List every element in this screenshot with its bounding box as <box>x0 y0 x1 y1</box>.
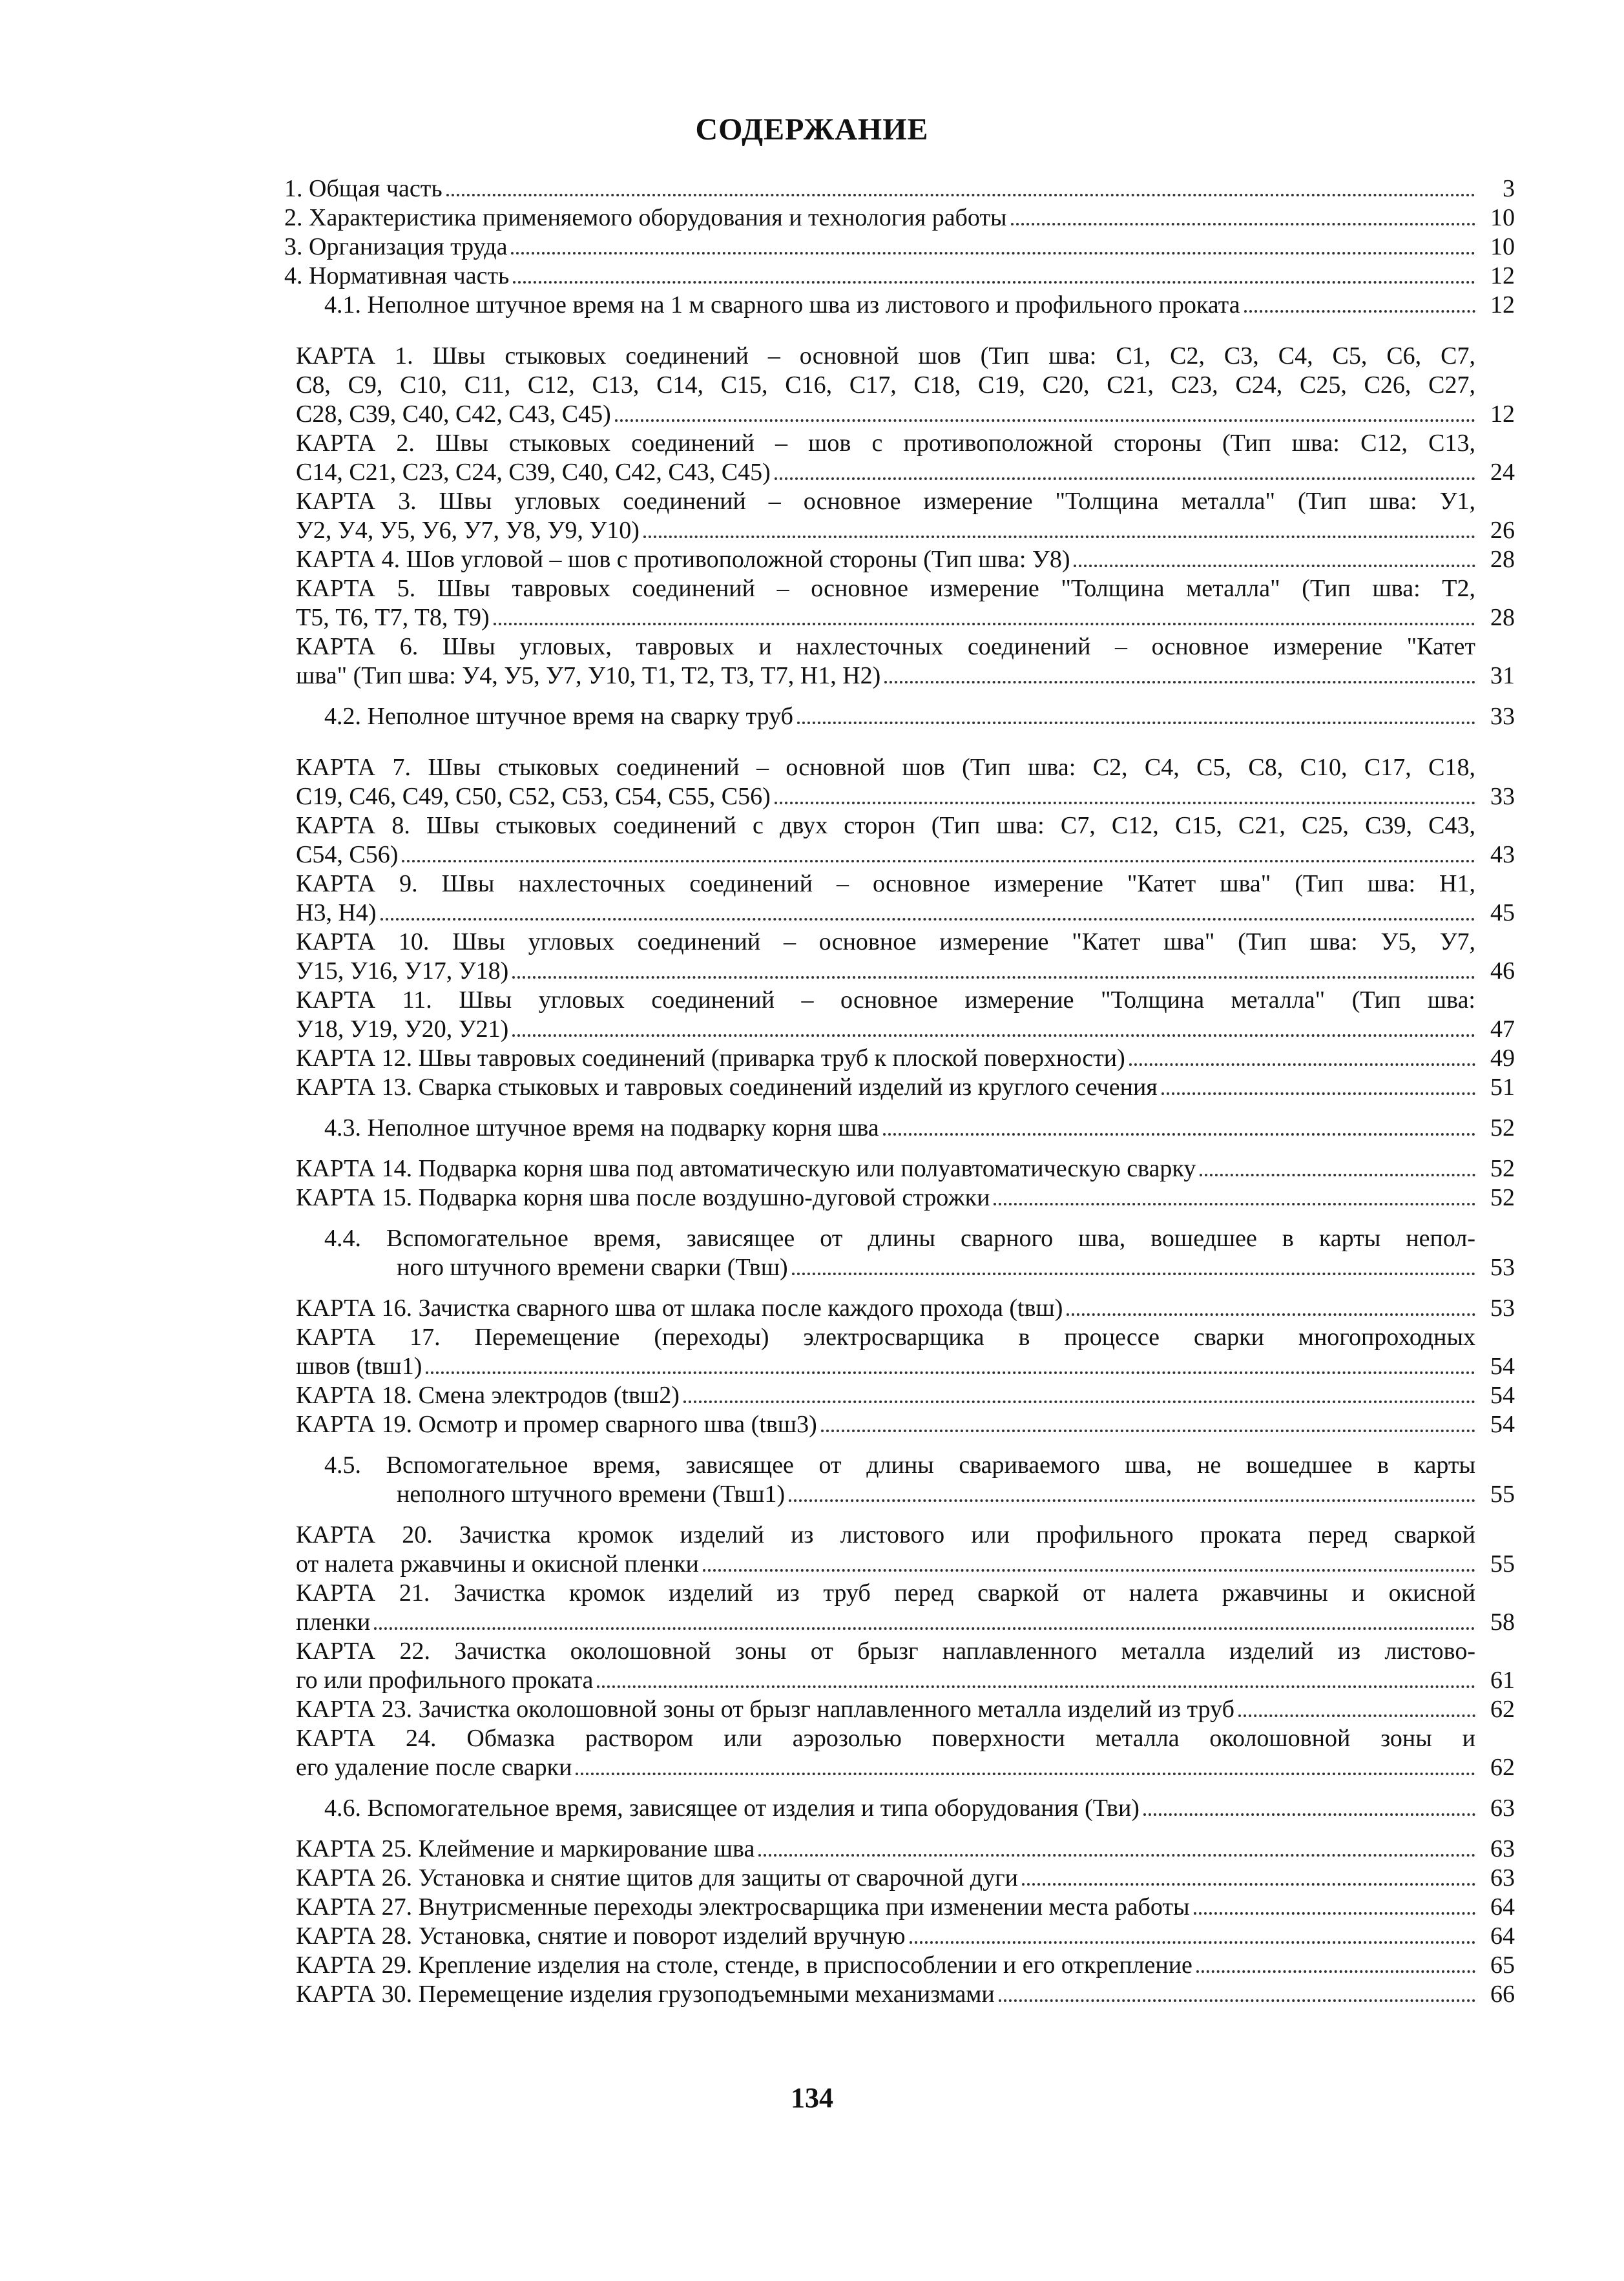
entry-page-number: 63 <box>1490 1835 1515 1862</box>
dot-leader <box>821 1430 1475 1432</box>
toc-entry[interactable] <box>296 957 1515 986</box>
entry-page-number: 66 <box>1490 1981 1515 2008</box>
dot-leader <box>775 477 1475 480</box>
page-title: СОДЕРЖАНИЕ <box>695 112 929 147</box>
toc-entry[interactable] <box>296 840 1515 870</box>
entry-label: КАРТА 16. Зачистка сварного шва от шлака после каждого прохода (tвш) <box>296 1295 1063 1322</box>
dot-leader <box>402 860 1475 862</box>
dot-leader <box>683 1401 1475 1403</box>
entry-label: 1. Общая часть <box>284 175 442 202</box>
toc-entry-block[interactable] <box>284 574 1515 632</box>
toc-entry[interactable] <box>284 291 1515 320</box>
entry-page-number: 49 <box>1490 1045 1515 1072</box>
toc-entry[interactable] <box>296 782 1515 811</box>
entry-page-number: 63 <box>1490 1795 1515 1822</box>
entry-page-number: 64 <box>1490 1893 1515 1921</box>
entry-label: КАРТА 15. Подварка корня шва после воздушно-дуговой строжки <box>296 1184 990 1211</box>
entry-label: КАРТА 14. Подварка корня шва под автоматическую или полуавтоматическую сварку <box>296 1155 1196 1182</box>
toc-entry[interactable] <box>284 1794 1515 1823</box>
entry-page-number: 64 <box>1490 1922 1515 1950</box>
dot-leader <box>1067 1313 1475 1316</box>
entry-page-number: 62 <box>1490 1754 1515 1781</box>
toc-entry[interactable] <box>324 1480 1515 1509</box>
page-number: 134 <box>791 2082 833 2114</box>
dot-leader <box>380 918 1475 921</box>
entry-label: КАРТА 18. Смена электродов (tвш2) <box>296 1382 680 1409</box>
toc-entry-block[interactable] <box>284 870 1515 928</box>
toc-entry[interactable] <box>284 1114 1515 1143</box>
dot-leader <box>789 1499 1475 1502</box>
entry-label: Н3, Н4) <box>296 899 377 926</box>
dot-leader <box>1074 565 1475 567</box>
dot-leader <box>374 1627 1475 1630</box>
dot-leader <box>512 976 1475 979</box>
dot-leader <box>999 1999 1475 2002</box>
entry-label: от налета ржавчины и окисной пленки <box>296 1550 699 1578</box>
toc-entry[interactable] <box>296 516 1515 545</box>
spacer <box>284 1782 1515 1794</box>
toc-entry-block[interactable] <box>284 928 1515 986</box>
toc-entry[interactable] <box>284 1294 1515 1323</box>
entry-label: С19, С46, С49, С50, С52, С53, С54, С55, С56) <box>296 783 771 810</box>
entry-label: 4.2. Неполное штучное время на сварку труб <box>324 703 793 730</box>
toc-entry[interactable] <box>296 1753 1515 1782</box>
entry-page-number: 52 <box>1490 1155 1515 1182</box>
entry-page-number: 55 <box>1490 1550 1515 1578</box>
toc-entry[interactable] <box>296 458 1515 487</box>
dot-leader <box>576 1773 1475 1775</box>
toc-entry-block[interactable] <box>284 429 1515 487</box>
toc-entry[interactable] <box>284 1951 1515 1980</box>
entry-page-number: 12 <box>1490 262 1515 289</box>
spacer <box>284 1143 1515 1154</box>
toc-entry-block[interactable] <box>284 1579 1515 1637</box>
dot-leader <box>910 1941 1475 1944</box>
toc-entry[interactable] <box>296 1352 1515 1381</box>
toc-entry[interactable] <box>284 702 1515 731</box>
dot-leader <box>511 252 1475 255</box>
dot-leader <box>792 1273 1475 1275</box>
entry-page-number: 33 <box>1490 783 1515 810</box>
dot-leader <box>1200 1174 1475 1176</box>
dot-leader <box>446 194 1475 196</box>
entry-page-number: 28 <box>1490 604 1515 631</box>
entry-page-number: 61 <box>1490 1667 1515 1694</box>
toc-entry[interactable] <box>284 1835 1515 1864</box>
entry-label: КАРТА 27. Внутрисменные переходы электросварщика при изменении места работы <box>296 1893 1190 1921</box>
entry-line: КАРТА 1. Швы стыковых соединений – основной шов (Тип шва: С1, С2, С3, С4, С5, С6, С7, <box>296 342 1475 370</box>
dot-leader <box>1011 223 1475 225</box>
entry-label: его удаление после сварки <box>296 1754 572 1781</box>
entry-line: КАРТА 22. Зачистка околошовной зоны от брызг наплавленного металла изделий из листово- <box>296 1638 1475 1665</box>
toc-entry[interactable] <box>284 262 1515 291</box>
entry-label: КАРТА 12. Швы тавровых соединений (приварка труб к плоской поверхности) <box>296 1045 1125 1072</box>
entry-line: КАРТА 2. Швы стыковых соединений – шов с противоположной стороны (Тип шва: С12, С13, <box>296 430 1475 457</box>
entry-page-number: 52 <box>1490 1114 1515 1141</box>
entry-label: КАРТА 23. Зачистка околошовной зоны от брызг наплавленного металла изделий из труб <box>296 1696 1234 1723</box>
toc-entry[interactable] <box>296 1666 1515 1695</box>
entry-label: У2, У4, У5, У6, У7, У8, У9, У10) <box>296 517 640 544</box>
entry-label: У18, У19, У20, У21) <box>296 1016 509 1043</box>
toc-entry[interactable] <box>284 1381 1515 1410</box>
dot-leader <box>597 1685 1475 1688</box>
entry-line: КАРТА 11. Швы угловых соединений – основное измерение "Толщина металла" (Тип шва: <box>296 986 1475 1014</box>
entry-label: ного штучного времени сварки (Твш) <box>397 1254 788 1281</box>
spacer <box>284 731 1515 753</box>
dot-leader <box>1022 1883 1475 1886</box>
entry-line: С8, С9, С10, С11, С12, С13, С14, С15, С16, С17, С18, С19, С20, С21, С23, С24, С25, С26, С27, <box>296 371 1475 399</box>
entry-page-number: 3 <box>1503 175 1515 202</box>
entry-page-number: 62 <box>1490 1696 1515 1723</box>
dot-leader <box>1238 1714 1475 1717</box>
dot-leader <box>994 1203 1475 1205</box>
entry-line: КАРТА 9. Швы нахлесточных соединений – основное измерение "Катет шва" (Тип шва: Н1, <box>296 870 1475 897</box>
spacer <box>284 1102 1515 1114</box>
entry-label: 2. Характеристика применяемого оборудования и технология работы <box>284 204 1007 231</box>
toc-entry-block[interactable] <box>284 811 1515 870</box>
entry-label: КАРТА 30. Перемещение изделия грузоподъемными механизмами <box>296 1981 995 2008</box>
entry-label: С14, С21, С23, С24, С39, С40, С42, С43, С45) <box>296 459 771 486</box>
toc-entry-block[interactable] <box>284 1451 1515 1509</box>
toc-entry[interactable] <box>284 174 1515 203</box>
dot-leader <box>1161 1092 1475 1095</box>
entry-label: го или профильного проката <box>296 1667 594 1694</box>
toc-entry[interactable] <box>296 1015 1515 1044</box>
toc-entry[interactable] <box>284 1183 1515 1213</box>
toc-entry[interactable] <box>296 1608 1515 1637</box>
entry-page-number: 12 <box>1490 401 1515 428</box>
toc-entry-block[interactable] <box>284 1224 1515 1282</box>
entry-label: КАРТА 28. Установка, снятие и поворот изделий вручную <box>296 1922 906 1950</box>
entry-label: КАРТА 4. Шов угловой – шов с противоположной стороны (Тип шва: У8) <box>296 546 1070 573</box>
entry-label: КАРТА 29. Крепление изделия на столе, стенде, в приспособлении и его открепление <box>296 1952 1192 1979</box>
entry-page-number: 53 <box>1490 1295 1515 1322</box>
entry-label: КАРТА 13. Сварка стыковых и тавровых соединений изделий из круглого сечения <box>296 1074 1158 1101</box>
toc-entry[interactable] <box>284 1073 1515 1102</box>
entry-label: 4.1. Неполное штучное время на 1 м сварного шва из листового и профильного проката <box>324 291 1240 318</box>
entry-page-number: 10 <box>1490 233 1515 260</box>
dot-leader <box>494 623 1475 625</box>
entry-line: КАРТА 5. Швы тавровых соединений – основное измерение "Толщина металла" (Тип шва: Т2, <box>296 575 1475 602</box>
dot-leader <box>1244 310 1475 313</box>
toc-entry[interactable] <box>284 1864 1515 1893</box>
dot-leader <box>758 1854 1475 1857</box>
spacer <box>284 1213 1515 1224</box>
dot-leader <box>884 681 1475 683</box>
toc-entry[interactable] <box>284 203 1515 233</box>
dot-leader <box>512 1034 1475 1037</box>
entry-line: 4.4. Вспомогательное время, зависящее от длины сварного шва, вошедшее в карты непол- <box>324 1225 1475 1252</box>
entry-page-number: 53 <box>1490 1254 1515 1281</box>
entry-line: КАРТА 17. Перемещение (переходы) электросварщика в процессе сварки многопроходных <box>296 1324 1475 1351</box>
entry-page-number: 58 <box>1490 1609 1515 1636</box>
toc-entry-block[interactable] <box>284 1724 1515 1782</box>
toc-entry[interactable] <box>296 400 1515 429</box>
toc-entry-block[interactable] <box>284 342 1515 429</box>
toc-entry[interactable] <box>284 1893 1515 1922</box>
toc-entry-block[interactable] <box>284 1637 1515 1695</box>
spacer <box>284 691 1515 702</box>
entry-label: С54, С56) <box>296 841 399 868</box>
toc-entry-block[interactable] <box>284 1323 1515 1381</box>
dot-leader <box>703 1569 1475 1572</box>
dot-leader <box>797 722 1475 724</box>
toc-entry-block[interactable] <box>284 753 1515 811</box>
entry-page-number: 55 <box>1490 1481 1515 1508</box>
entry-page-number: 54 <box>1490 1411 1515 1438</box>
entry-label: 4. Нормативная часть <box>284 262 510 289</box>
toc-entry[interactable] <box>296 899 1515 928</box>
entry-page-number: 65 <box>1490 1952 1515 1979</box>
spacer <box>284 1823 1515 1835</box>
entry-label: пленки <box>296 1609 371 1636</box>
toc-entry-block[interactable] <box>284 986 1515 1044</box>
dot-leader <box>1194 1912 1475 1915</box>
entry-page-number: 12 <box>1490 291 1515 318</box>
entry-line: КАРТА 3. Швы угловых соединений – основное измерение "Толщина металла" (Тип шва: У1, <box>296 488 1475 515</box>
entry-label: швов (tвш1) <box>296 1353 422 1380</box>
toc-entry[interactable] <box>284 545 1515 574</box>
dot-leader <box>1143 1813 1475 1816</box>
toc-entry[interactable] <box>284 1154 1515 1183</box>
toc-entry[interactable] <box>284 1044 1515 1073</box>
entry-page-number: 52 <box>1490 1184 1515 1211</box>
dot-leader <box>883 1133 1475 1136</box>
entry-line: КАРТА 24. Обмазка раствором или аэрозолью поверхности металла околошовной зоны и <box>296 1725 1475 1752</box>
toc-entry[interactable] <box>284 1922 1515 1951</box>
dot-leader <box>426 1371 1475 1374</box>
spacer <box>284 1439 1515 1451</box>
entry-line: 4.5. Вспомогательное время, зависящее от длины свариваемого шва, не вошедшее в карты <box>324 1452 1475 1479</box>
entry-line: КАРТА 21. Зачистка кромок изделий из труб перед сваркой от налета ржавчины и окисной <box>296 1579 1475 1607</box>
entry-page-number: 54 <box>1490 1353 1515 1380</box>
entry-line: КАРТА 8. Швы стыковых соединений с двух сторон (Тип шва: С7, С12, С15, С21, С25, С39, С43, <box>296 812 1475 839</box>
toc-entry[interactable] <box>284 1695 1515 1724</box>
toc-entry-block[interactable] <box>284 1521 1515 1579</box>
entry-label: КАРТА 26. Установка и снятие щитов для защиты от сварочной дуги <box>296 1864 1019 1891</box>
toc-entry-block[interactable] <box>284 487 1515 545</box>
toc-entry[interactable] <box>284 233 1515 262</box>
entry-label: У15, У16, У17, У18) <box>296 957 509 984</box>
entry-page-number: 47 <box>1490 1016 1515 1043</box>
entry-page-number: 43 <box>1490 841 1515 868</box>
spacer <box>284 1509 1515 1521</box>
entry-page-number: 63 <box>1490 1864 1515 1891</box>
entry-page-number: 45 <box>1490 899 1515 926</box>
toc-entry-block[interactable] <box>284 632 1515 691</box>
dot-leader <box>615 419 1475 422</box>
entry-label: КАРТА 19. Осмотр и промер сварного шва (tвш3) <box>296 1411 817 1438</box>
entry-label: КАРТА 25. Клеймение и маркирование шва <box>296 1835 755 1862</box>
dot-leader <box>1129 1063 1475 1066</box>
entry-label: 4.6. Вспомогательное время, зависящее от изделия и типа оборудования (Тви) <box>324 1795 1140 1822</box>
entry-label: С28, С39, С40, С42, С43, С45) <box>296 401 611 428</box>
entry-page-number: 24 <box>1490 459 1515 486</box>
toc-entry[interactable] <box>296 661 1515 691</box>
dot-leader <box>775 802 1475 804</box>
toc-entry[interactable] <box>324 1253 1515 1282</box>
entry-page-number: 54 <box>1490 1382 1515 1409</box>
toc-entry[interactable] <box>296 603 1515 632</box>
entry-page-number: 46 <box>1490 957 1515 984</box>
entry-line: КАРТА 7. Швы стыковых соединений – основной шов (Тип шва: С2, С4, С5, С8, С10, С17, С18, <box>296 754 1475 781</box>
entry-page-number: 31 <box>1490 662 1515 689</box>
entry-label: шва" (Тип шва: У4, У5, У7, У10, Т1, Т2, Т3, Т7, Н1, Н2) <box>296 662 881 689</box>
spacer <box>284 1282 1515 1294</box>
dot-leader <box>1196 1970 1475 1973</box>
entry-page-number: 26 <box>1490 517 1515 544</box>
entry-line: КАРТА 10. Швы угловых соединений – основное измерение "Катет шва" (Тип шва: У5, У7, <box>296 928 1475 955</box>
table-of-contents <box>284 174 1515 2009</box>
entry-label: 4.3. Неполное штучное время на подварку корня шва <box>324 1114 879 1141</box>
entry-label: 3. Организация труда <box>284 233 508 260</box>
entry-page-number: 28 <box>1490 546 1515 573</box>
dot-leader <box>513 281 1475 284</box>
entry-page-number: 10 <box>1490 204 1515 231</box>
dot-leader <box>643 536 1475 538</box>
spacer <box>284 320 1515 342</box>
toc-entry[interactable] <box>284 1980 1515 2009</box>
entry-page-number: 51 <box>1490 1074 1515 1101</box>
toc-entry[interactable] <box>296 1550 1515 1579</box>
entry-line: КАРТА 20. Зачистка кромок изделий из листового или профильного проката перед сваркой <box>296 1521 1475 1548</box>
entry-label: Т5, Т6, Т7, Т8, Т9) <box>296 604 490 631</box>
entry-line: КАРТА 6. Швы угловых, тавровых и нахлесточных соединений – основное измерение "Катет <box>296 633 1475 660</box>
entry-label: неполного штучного времени (Твш1) <box>397 1481 786 1508</box>
entry-page-number: 33 <box>1490 703 1515 730</box>
toc-entry[interactable] <box>284 1410 1515 1439</box>
